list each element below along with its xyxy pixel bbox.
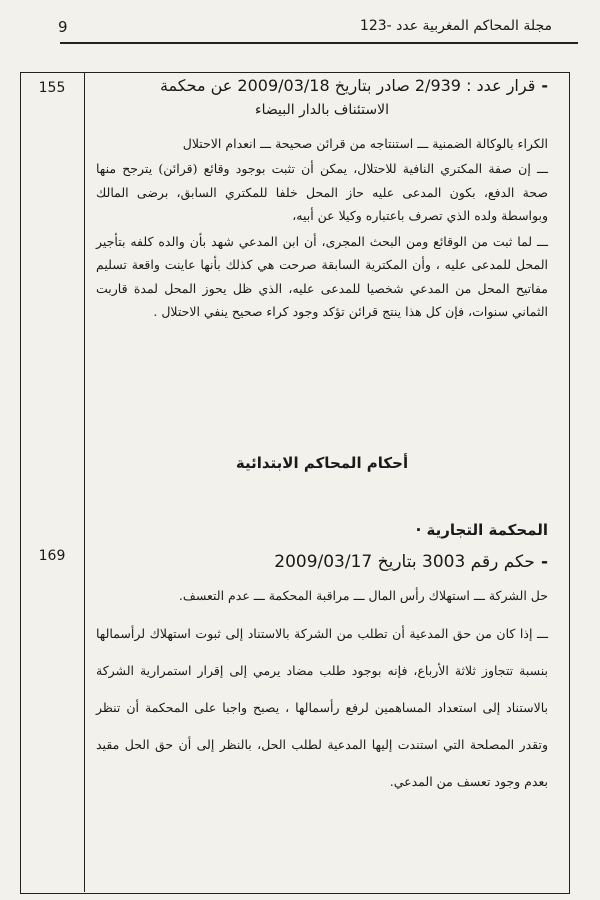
entry1-paragraph-1: ـــ إن صفة المكتري النافية للاحتلال، يمكن أن تثبت بوجود وقائع (قرائن) يترجح منها صحة الدفع، بكون المدعى عليه حاز المحل خلفا للمكتري السابق، برضى المالك وبواسطة ولده الذي تصرف باعتباره وكيلا عن أبيه، (96, 161, 548, 223)
side-number-169: 169 (38, 548, 66, 564)
entry2-keywords: حل الشركة ـــ استهلاك رأس المال ـــ مراقبة المحكمة ـــ عدم التعسف. (178, 588, 548, 603)
entry1-keywords: الكراء بالوكالة الضمنية ـــ استنتاجه من قرائن صحيحة ـــ انعدام الاحتلال (182, 136, 548, 151)
side-number-155: 155 (38, 80, 66, 96)
section-heading: أحكام المحاكم الابتدائية (235, 454, 409, 472)
running-header: مجلة المحاكم المغربية عدد -123 (359, 18, 552, 34)
entry2-paragraph-1: ـــ إذا كان من حق المدعية أن تطلب من الشركة بالاستناد إلى ثبوت استهلاك لرأسمالها بنسبة تتجاوز ثلاثة الأرباع، فإنه بوجود طلب مضاد يرمي إلى إقرار استمرارية الشركة بالاستناد إلى استعداد المساهمين لرفع رأسمالها ، يصبح واجبا على المحكمة أن تنظر وتقدر المصلحة التي استندت إليها المدعية لطلب الحل، بالنظر إلى أن حق الحل مقيد بعدم وجود تعسف من المدعي. (96, 626, 548, 789)
header-rule (60, 42, 578, 44)
entry1-block (96, 74, 548, 324)
entry1-title-text: قرار عدد : 2/939 صادر بتاريخ 2009/03/18 عن محكمة (159, 76, 536, 95)
page-number: 9 (58, 18, 68, 36)
entry2-title-text: حكم رقم 3003 بتاريخ 2009/03/17 (274, 552, 535, 572)
bullet-dash-icon: - (540, 552, 548, 572)
entry2-title (96, 550, 548, 574)
entry1-court: الاستئناف بالدار البيضاء (255, 102, 389, 118)
entry1-title (96, 74, 548, 98)
subsection-heading: المحكمة التجارية · (415, 521, 548, 539)
margin-column (20, 72, 85, 892)
entry1-paragraph-2: ـــ لما ثبت من الوقائع ومن البحث المجرى، أن ابن المدعي شهد بأن والده كلفه بتأجير المحل للمدعى عليه ، وأن المكترية السابقة صرحت هي كذلك بأنها عاينت واقعة تسليم مفاتيح المحل من المدعي شخصيا للمدعى عليه، الذي ظل يحوز المحل لمدة قاربت الثماني سنوات، فإن كل هذا ينتج قرائن تؤكد وجود كراء صحيح ينفي الاحتلال . (96, 233, 548, 319)
entry2-block (96, 550, 548, 800)
bullet-dash-icon: - (541, 76, 548, 95)
